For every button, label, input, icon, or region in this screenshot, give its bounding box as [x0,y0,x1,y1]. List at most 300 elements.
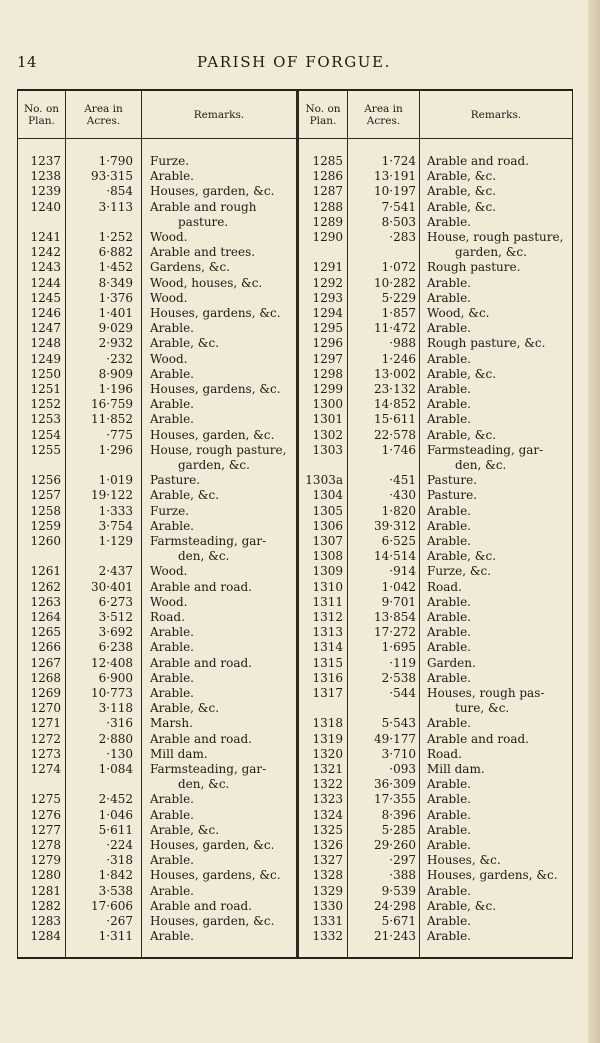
remarks-cell: Arable. [150,412,194,427]
table-row [18,443,296,458]
plan-number-cell: 1315 [312,655,343,670]
page-edge [588,0,600,1043]
area-cell: 5·285 [381,822,416,837]
remarks-cell: Houses, garden, &c. [150,914,275,928]
plan-number-cell: 1326 [312,838,343,852]
table-row [18,580,296,595]
area-cell: 24·298 [374,898,416,913]
area-cell: 1·252 [98,230,133,244]
remarks-cell: Pasture. [427,488,478,503]
area-cell: 2·880 [98,731,133,746]
remarks-cell: Arable. [150,321,194,336]
plan-number-cell: 1332 [312,929,343,944]
remarks-cell: den, &c. [455,458,507,472]
remarks-cell: Arable. [427,275,471,290]
table-row [18,504,296,519]
area-cell: 9·029 [98,321,133,336]
table-row [18,747,296,762]
table-row [18,716,296,731]
plan-number-cell: 1273 [30,746,61,761]
remarks-cell: Arable. [427,321,471,336]
remarks-cell: Arable and road. [150,655,252,670]
area-cell: 5·229 [381,290,416,305]
table-right-half [299,139,573,957]
remarks-cell: Pasture. [150,473,201,488]
area-cell: 1·376 [98,290,133,305]
area-cell: 15·611 [374,412,416,427]
area-cell: 2·538 [381,670,416,685]
area-cell: 19·122 [91,488,133,503]
area-cell: 9·701 [381,594,416,609]
area-cell: 3·512 [98,610,133,624]
plan-number-cell: 1328 [312,868,343,883]
plan-number-cell: 1280 [30,868,61,883]
remarks-cell: Wood, &c. [427,306,490,320]
remarks-cell: Arable. [427,397,471,412]
remarks-cell: Arable. [427,914,471,928]
area-cell: 2·437 [98,564,133,579]
table-row [299,245,573,260]
area-cell: 36·309 [374,777,416,792]
plan-number-cell: 1311 [312,594,343,609]
area-cell: 1·724 [381,154,416,168]
plan-number-cell: 1245 [30,290,61,305]
remarks-cell: Rough pasture, &c. [427,336,546,351]
table-row [18,625,296,640]
table-row [299,397,573,412]
remarks-cell: Wood. [150,290,188,305]
plan-number-cell: 1290 [312,230,343,244]
remarks-cell: Houses, garden, &c. [150,838,275,852]
area-cell: 8·503 [381,214,416,229]
plan-number-cell: 1299 [312,382,343,396]
table-row [18,534,296,549]
table-row [18,200,296,215]
plan-number-cell: 1241 [30,230,61,244]
table-row [299,200,573,215]
plan-number-cell: 1305 [312,503,343,518]
table-row [299,899,573,914]
area-cell: 13·002 [374,366,416,381]
remarks-cell: Arable, &c. [427,199,497,214]
area-cell: 8·349 [98,275,133,290]
table-row [299,838,573,853]
table-row [18,853,296,868]
plan-number-cell: 1265 [30,625,61,640]
remarks-cell: Arable. [150,366,194,381]
remarks-cell: Houses, gardens, &c. [150,868,281,883]
area-cell: 17·355 [374,792,416,807]
plan-number-cell: 1239 [30,184,61,199]
table-row [299,443,573,458]
plan-number-cell: 1266 [30,640,61,655]
remarks-cell: garden, &c. [455,245,527,260]
area-cell: 1·072 [381,260,416,275]
plan-number-cell: 1316 [312,670,343,685]
plan-number-cell: 1312 [312,610,343,624]
area-cell: ·119 [389,655,416,670]
remarks-cell: House, rough pasture, [150,442,287,457]
plan-number-cell: 1283 [30,914,61,928]
area-cell: 9·539 [381,883,416,898]
remarks-cell: Farmsteading, gar- [427,442,544,457]
table-row [299,184,573,199]
table-row [18,184,296,199]
area-cell: 30·401 [91,579,133,594]
area-cell: 2·452 [98,792,133,807]
plan-number-cell: 1318 [312,716,343,731]
plan-number-cell: 1276 [30,807,61,822]
area-cell: 3·113 [98,199,133,214]
plan-number-cell: 1253 [30,412,61,427]
area-cell: 13·854 [374,610,416,624]
area-cell: 5·611 [98,822,133,837]
table-row [18,899,296,914]
table-row [18,260,296,275]
area-cell: 3·754 [98,518,133,533]
area-cell: 1·820 [381,503,416,518]
plan-number-cell: 1331 [312,914,343,928]
remarks-cell: Road. [150,610,185,624]
remarks-cell: Farmsteading, gar- [150,534,267,548]
plan-number-cell: 1284 [30,929,61,944]
remarks-cell: Arable. [150,169,194,184]
plan-number-cell: 1261 [30,564,61,579]
table-row [299,291,573,306]
table-row [18,929,296,944]
area-cell: 1·333 [98,503,133,518]
remarks-cell: Rough pasture. [427,260,521,275]
plan-number-cell: 1240 [30,199,61,214]
table-row [299,260,573,275]
plan-number-cell: 1321 [312,762,343,776]
area-cell: ·988 [389,336,416,351]
remarks-cell: Mill dam. [427,762,485,776]
remarks-cell: Wood. [150,351,188,366]
plan-number-cell: 1304 [312,488,343,503]
remarks-cell: Wood. [150,564,188,579]
table-row [299,595,573,610]
area-cell: 6·882 [98,245,133,260]
plan-number-cell: 1258 [30,503,61,518]
plan-number-cell: 1272 [30,731,61,746]
table-row [299,625,573,640]
remarks-cell: House, rough pasture, [427,230,564,244]
remarks-cell: Houses, rough pas- [427,686,545,700]
table-row [299,276,573,291]
remarks-cell: Arable. [150,670,194,685]
area-cell: ·232 [106,351,133,366]
remarks-cell: Arable. [427,670,471,685]
plan-number-cell: 1252 [30,397,61,412]
plan-number-cell: 1270 [30,701,61,716]
plan-number-cell: 1319 [312,731,343,746]
page-title: PARISH OF FORGUE. [197,53,391,71]
area-cell: ·283 [389,230,416,244]
table-row [18,884,296,899]
table-row [299,504,573,519]
area-cell: 21·243 [374,929,416,944]
remarks-cell: Furze, &c. [427,564,492,579]
area-cell: 6·273 [98,594,133,609]
table-row [299,610,573,625]
plan-number-cell: 1237 [30,154,61,168]
plan-number-cell: 1279 [30,853,61,868]
remarks-cell: garden, &c. [178,458,250,472]
remarks-cell: Arable. [150,929,194,944]
table-row [299,701,573,716]
area-cell: 1·311 [98,929,133,944]
table-row [18,808,296,823]
remarks-cell: Houses, gardens, &c. [150,382,281,396]
table-row [299,747,573,762]
remarks-cell: Arable. [427,382,471,396]
remarks-cell: Gardens, &c. [150,260,230,275]
plan-number-cell: 1262 [30,579,61,594]
plan-number-cell: 1249 [30,351,61,366]
area-cell: 29·260 [374,838,416,852]
table-row [18,732,296,747]
plan-number-cell: 1323 [312,792,343,807]
remarks-cell: Wood. [150,594,188,609]
area-cell: 1·695 [381,640,416,655]
remarks-cell: Arable. [150,883,194,898]
plan-number-cell: 1291 [312,260,343,275]
area-cell: ·914 [389,564,416,579]
remarks-cell: Arable. [427,503,471,518]
table-row [299,321,573,336]
remarks-cell: Houses, garden, &c. [150,427,275,442]
plan-number-cell: 1298 [312,366,343,381]
remarks-cell: Arable, &c. [427,169,497,184]
table-row [18,868,296,883]
remarks-cell: Arable. [427,534,471,548]
plan-number-cell: 1309 [312,564,343,579]
table-row [299,914,573,929]
table-row [18,823,296,838]
table-row [299,412,573,427]
remarks-cell: Arable and road. [150,579,252,594]
area-cell: 1·857 [381,306,416,320]
plan-number-cell: 1329 [312,883,343,898]
page-number: 14 [17,53,38,71]
remarks-cell: Arable. [427,838,471,852]
plan-number-cell: 1330 [312,898,343,913]
plan-number-cell: 1257 [30,488,61,503]
remarks-cell: Arable, &c. [150,701,220,716]
plan-number-cell: 1289 [312,214,343,229]
remarks-cell: Arable, &c. [150,336,220,351]
table-row [18,367,296,382]
area-cell: 1·246 [381,351,416,366]
table-row [18,519,296,534]
table-row [18,291,296,306]
plan-number-cell: 1307 [312,534,343,548]
table-row [299,458,573,473]
area-cell: 7·541 [381,199,416,214]
area-cell: ·318 [106,853,133,868]
table-row [299,656,573,671]
table-row [299,336,573,351]
table-row [299,154,573,169]
area-cell: 13·191 [374,169,416,184]
column-header-remarks: Remarks. [193,108,245,121]
plan-number-cell: 1244 [30,275,61,290]
area-cell: 1·746 [381,442,416,457]
remarks-cell: den, &c. [178,549,230,564]
page-header [0,53,588,77]
plan-number-cell: 1293 [312,290,343,305]
table-row [299,352,573,367]
area-cell: 11·472 [374,321,416,336]
plan-number-cell: 1250 [30,366,61,381]
table-row [18,640,296,655]
column-header-plan-number: No. on Plan. [305,102,341,127]
table-row [18,701,296,716]
remarks-cell: Houses, &c. [427,853,501,868]
area-cell: 3·692 [98,625,133,640]
plan-number-cell: 1303 [312,442,343,457]
remarks-cell: Arable. [427,883,471,898]
remarks-cell: Furze. [150,154,190,168]
area-cell: 1·046 [98,807,133,822]
table-row [299,382,573,397]
remarks-cell: Arable and trees. [150,245,256,260]
table-row [18,914,296,929]
area-cell: 49·177 [374,731,416,746]
table-row [299,367,573,382]
plan-number-cell: 1285 [312,154,343,168]
area-cell: 3·538 [98,883,133,898]
area-cell: ·130 [106,746,133,761]
remarks-cell: Arable, &c. [427,549,497,564]
area-cell: 5·543 [381,716,416,731]
remarks-cell: Arable. [150,625,194,640]
remarks-cell: Furze. [150,503,190,518]
area-cell: 6·238 [98,640,133,655]
area-cell: 17·606 [91,898,133,913]
area-cell: 2·932 [98,336,133,351]
land-register-table [17,89,573,959]
table-row [18,671,296,686]
table-row [299,686,573,701]
area-cell: 1·196 [98,382,133,396]
table-row [18,595,296,610]
column-header-area: Area in Acres. [84,102,123,127]
plan-number-cell: 1295 [312,321,343,336]
table-row [299,215,573,230]
area-cell: 1·129 [98,534,133,548]
area-cell: ·775 [106,427,133,442]
area-cell: 12·408 [91,655,133,670]
remarks-cell: Arable. [427,518,471,533]
table-row [18,473,296,488]
plan-number-cell: 1259 [30,518,61,533]
area-cell: 17·272 [374,625,416,640]
plan-number-cell: 1300 [312,397,343,412]
plan-number-cell: 1264 [30,610,61,624]
plan-number-cell: 1281 [30,883,61,898]
area-cell: 1·019 [98,473,133,488]
remarks-cell: Arable. [150,397,194,412]
plan-number-cell: 1327 [312,853,343,868]
remarks-cell: Arable, &c. [427,184,497,199]
remarks-cell: Arable, &c. [150,488,220,503]
plan-number-cell: 1254 [30,427,61,442]
plan-number-cell: 1310 [312,579,343,594]
table-row [299,671,573,686]
table-row [18,230,296,245]
table-row [18,686,296,701]
area-cell: 39·312 [374,518,416,533]
table-row [18,276,296,291]
table-row [18,549,296,564]
plan-number-cell: 1263 [30,594,61,609]
plan-number-cell: 1320 [312,746,343,761]
table-row [299,884,573,899]
area-cell: 3·710 [381,746,416,761]
remarks-cell: den, &c. [178,777,230,792]
remarks-cell: Arable. [427,822,471,837]
area-cell: 22·578 [374,427,416,442]
plan-number-cell: 1302 [312,427,343,442]
area-cell: 1·042 [381,579,416,594]
remarks-cell: Arable and road. [427,154,529,168]
table-row [18,352,296,367]
area-cell: 11·852 [91,412,133,427]
plan-number-cell: 1308 [312,549,343,564]
plan-number-cell: 1255 [30,442,61,457]
area-cell: ·267 [106,914,133,928]
table-row [18,215,296,230]
table-row [18,382,296,397]
table-row [299,640,573,655]
area-cell: 1·790 [98,154,133,168]
area-cell: 14·852 [374,397,416,412]
table-row [18,428,296,443]
plan-number-cell: 1271 [30,716,61,731]
table-row [299,230,573,245]
area-cell: 1·296 [98,442,133,457]
remarks-cell: Arable. [427,929,471,944]
area-cell: ·297 [389,853,416,868]
table-row [299,716,573,731]
table-row [299,306,573,321]
area-cell: ·544 [389,686,416,700]
plan-number-cell: 1288 [312,199,343,214]
remarks-cell: Arable and road. [150,731,252,746]
area-cell: ·430 [389,488,416,503]
area-cell: 3·118 [98,701,133,716]
table-row [18,838,296,853]
remarks-cell: Arable, &c. [150,822,220,837]
area-cell: 93·315 [91,169,133,184]
plan-number-cell: 1248 [30,336,61,351]
area-cell: ·388 [389,868,416,883]
remarks-cell: Arable. [427,594,471,609]
area-cell: ·316 [106,716,133,731]
plan-number-cell: 1322 [312,777,343,792]
area-cell: ·093 [389,762,416,776]
plan-number-cell: 1324 [312,807,343,822]
table-row [18,154,296,169]
plan-number-cell: 1260 [30,534,61,548]
table-row [18,792,296,807]
remarks-cell: Wood, houses, &c. [150,275,263,290]
remarks-cell: Arable. [427,214,471,229]
remarks-cell: Arable. [427,792,471,807]
remarks-cell: Houses, garden, &c. [150,184,275,199]
